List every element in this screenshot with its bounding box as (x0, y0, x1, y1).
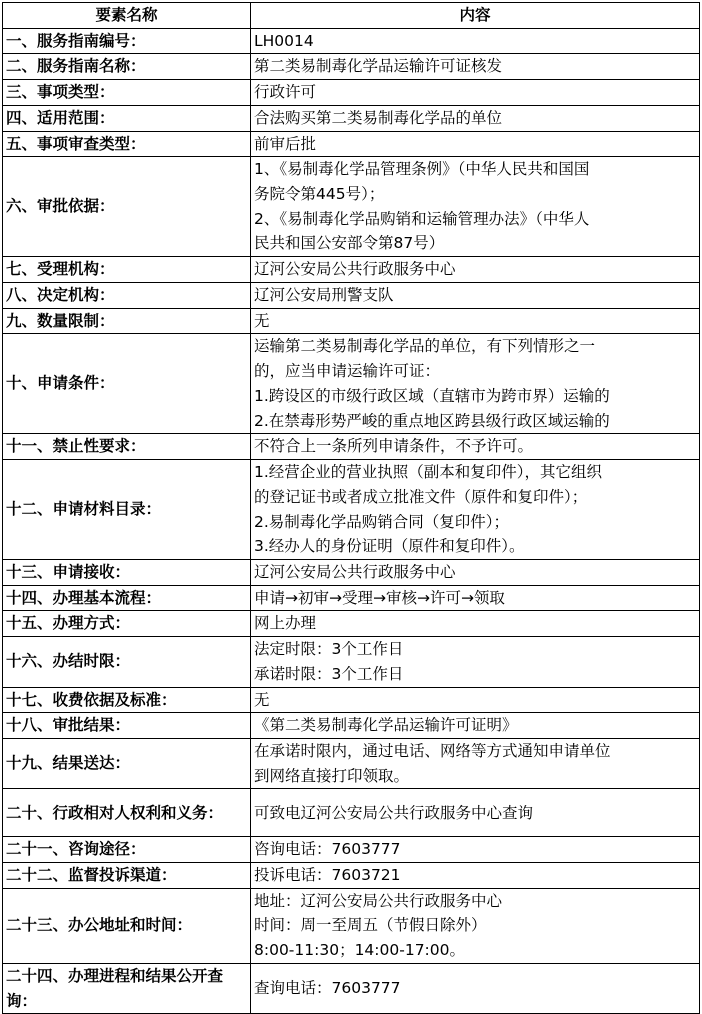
table-row (3, 131, 700, 157)
row-value (251, 434, 700, 460)
row-label: 十八、审批结果： (3, 713, 251, 739)
row-label: 十九、结果送达： (3, 738, 251, 788)
row-label: 十六、办结时限： (3, 637, 251, 687)
table-row (3, 28, 700, 54)
row-value (251, 54, 700, 80)
table-row (3, 560, 700, 586)
value-line: 的登记证书或者成立批准文件（原件和复印件）； (254, 487, 588, 506)
value-line: 申请→初审→受理→审核→许可→领取 (254, 588, 505, 607)
value-line: 到网络直接打印领取。 (254, 766, 410, 785)
value-line: 2、《易制毒化学品购销和运输管理办法》（中华人 (254, 209, 590, 228)
table-row (3, 434, 700, 460)
row-label: 十四、办理基本流程： (3, 585, 251, 611)
row-value (251, 789, 700, 837)
value-line: 地址：辽河公安局公共行政服务中心 (254, 891, 503, 910)
value-line: 辽河公安局公共行政服务中心 (254, 563, 456, 582)
row-value (251, 738, 700, 788)
value-line: 在承诺时限内，通过电话、网络等方式通知申请单位 (254, 741, 611, 760)
row-label: 九、数量限制： (3, 308, 251, 334)
value-line: 投诉电话：7603721 (254, 866, 401, 885)
row-label: 二、服务指南名称： (3, 54, 251, 80)
table-row (3, 157, 700, 257)
value-line: 的，应当申请运输许可证： (254, 362, 441, 381)
value-line: 1、《易制毒化学品管理条例》（中华人民共和国国 (254, 160, 590, 179)
row-label: 三、事项类型： (3, 80, 251, 106)
table-row (3, 105, 700, 131)
row-value (251, 157, 700, 257)
row-value (251, 687, 700, 713)
value-line: 辽河公安局刑警支队 (254, 285, 394, 304)
value-line: 不符合上一条所列申请条件，不予许可。 (254, 437, 534, 456)
table-row (3, 54, 700, 80)
value-line: 8:00-11:30；14:00-17:00。 (254, 941, 465, 960)
value-line: 2.易制毒化学品购销合同（复印件）； (254, 512, 510, 531)
value-line: 可致电辽河公安局公共行政服务中心查询 (254, 803, 534, 822)
row-label: 十三、申请接收： (3, 560, 251, 586)
row-value (251, 28, 700, 54)
value-line: 前审后批 (254, 134, 317, 153)
row-value (251, 131, 700, 157)
value-line: 承诺时限：3个工作日 (254, 664, 404, 683)
value-line: 网上办理 (254, 614, 317, 633)
row-value (251, 460, 700, 560)
value-line: 合法购买第二类易制毒化学品的单位 (254, 108, 503, 127)
value-line: 辽河公安局公共行政服务中心 (254, 260, 456, 279)
row-value (251, 837, 700, 863)
row-value (251, 282, 700, 308)
table-row (3, 888, 700, 963)
row-label: 一、服务指南编号： (3, 28, 251, 54)
table-row (3, 789, 700, 837)
row-label: 六、审批依据： (3, 157, 251, 257)
row-label: 十一、禁止性要求： (3, 434, 251, 460)
value-line: 法定时限：3个工作日 (254, 640, 404, 659)
row-label: 七、受理机构： (3, 257, 251, 283)
table-row (3, 460, 700, 560)
header-content: 内容 (251, 3, 700, 29)
row-value (251, 963, 700, 1013)
row-value (251, 308, 700, 334)
row-value (251, 80, 700, 106)
row-value (251, 105, 700, 131)
row-label: 二十、行政相对人权利和义务： (3, 789, 251, 837)
value-line: 2.在禁毒形势严峻的重点地区跨县级行政区域运输的 (254, 411, 610, 430)
table-row (3, 257, 700, 283)
value-line: 务院令第445号）； (254, 185, 385, 204)
table-row (3, 713, 700, 739)
value-line: 运输第二类易制毒化学品的单位，有下列情形之一 (254, 337, 596, 356)
table-row (3, 585, 700, 611)
table-row (3, 687, 700, 713)
row-value (251, 560, 700, 586)
value-line: 第二类易制毒化学品运输许可证核发 (254, 57, 503, 76)
row-label: 八、决定机构： (3, 282, 251, 308)
table-row (3, 334, 700, 434)
row-label: 四、适用范围： (3, 105, 251, 131)
row-value (251, 334, 700, 434)
row-label: 五、事项审查类型： (3, 131, 251, 157)
row-label: 十二、申请材料目录： (3, 460, 251, 560)
table-row (3, 282, 700, 308)
row-value (251, 713, 700, 739)
table-row (3, 611, 700, 637)
value-line: 1.经营企业的营业执照（副本和复印件），其它组织 (254, 463, 603, 482)
table-row (3, 863, 700, 889)
row-label: 十五、办理方式： (3, 611, 251, 637)
table-header-row (3, 3, 700, 29)
value-line: 时间：周一至周五（节假日除外） (254, 916, 487, 935)
value-line: 无 (254, 311, 270, 330)
row-value (251, 585, 700, 611)
value-line: 咨询电话：7603777 (254, 840, 401, 859)
table-body (3, 28, 700, 1014)
table-row (3, 963, 700, 1013)
value-line: 1.跨设区的市级行政区域（直辖市为跨市界）运输的 (254, 386, 610, 405)
row-value (251, 888, 700, 963)
row-label: 二十二、监督投诉渠道： (3, 863, 251, 889)
row-label: 二十四、办理进程和结果公开查询： (3, 963, 251, 1013)
row-value (251, 637, 700, 687)
value-line: 《第二类易制毒化学品运输许可证明》 (254, 716, 518, 735)
header-element-name: 要素名称 (3, 3, 251, 29)
row-label: 二十三、办公地址和时间： (3, 888, 251, 963)
row-label: 十、申请条件： (3, 334, 251, 434)
table-row (3, 80, 700, 106)
table-row (3, 837, 700, 863)
row-value (251, 611, 700, 637)
value-line: LH0014 (254, 31, 314, 50)
row-label: 十七、收费依据及标准： (3, 687, 251, 713)
row-value (251, 863, 700, 889)
value-line: 3.经办人的身份证明（原件和复印件）。 (254, 537, 525, 556)
row-value (251, 257, 700, 283)
value-line: 无 (254, 690, 270, 709)
value-line: 民共和国公安部令第87号） (254, 234, 445, 253)
table-row (3, 738, 700, 788)
service-guide-table (2, 2, 700, 1014)
value-line: 查询电话：7603777 (254, 979, 401, 998)
value-line: 行政许可 (254, 83, 317, 102)
row-label: 二十一、咨询途径： (3, 837, 251, 863)
table-row (3, 637, 700, 687)
table-row (3, 308, 700, 334)
